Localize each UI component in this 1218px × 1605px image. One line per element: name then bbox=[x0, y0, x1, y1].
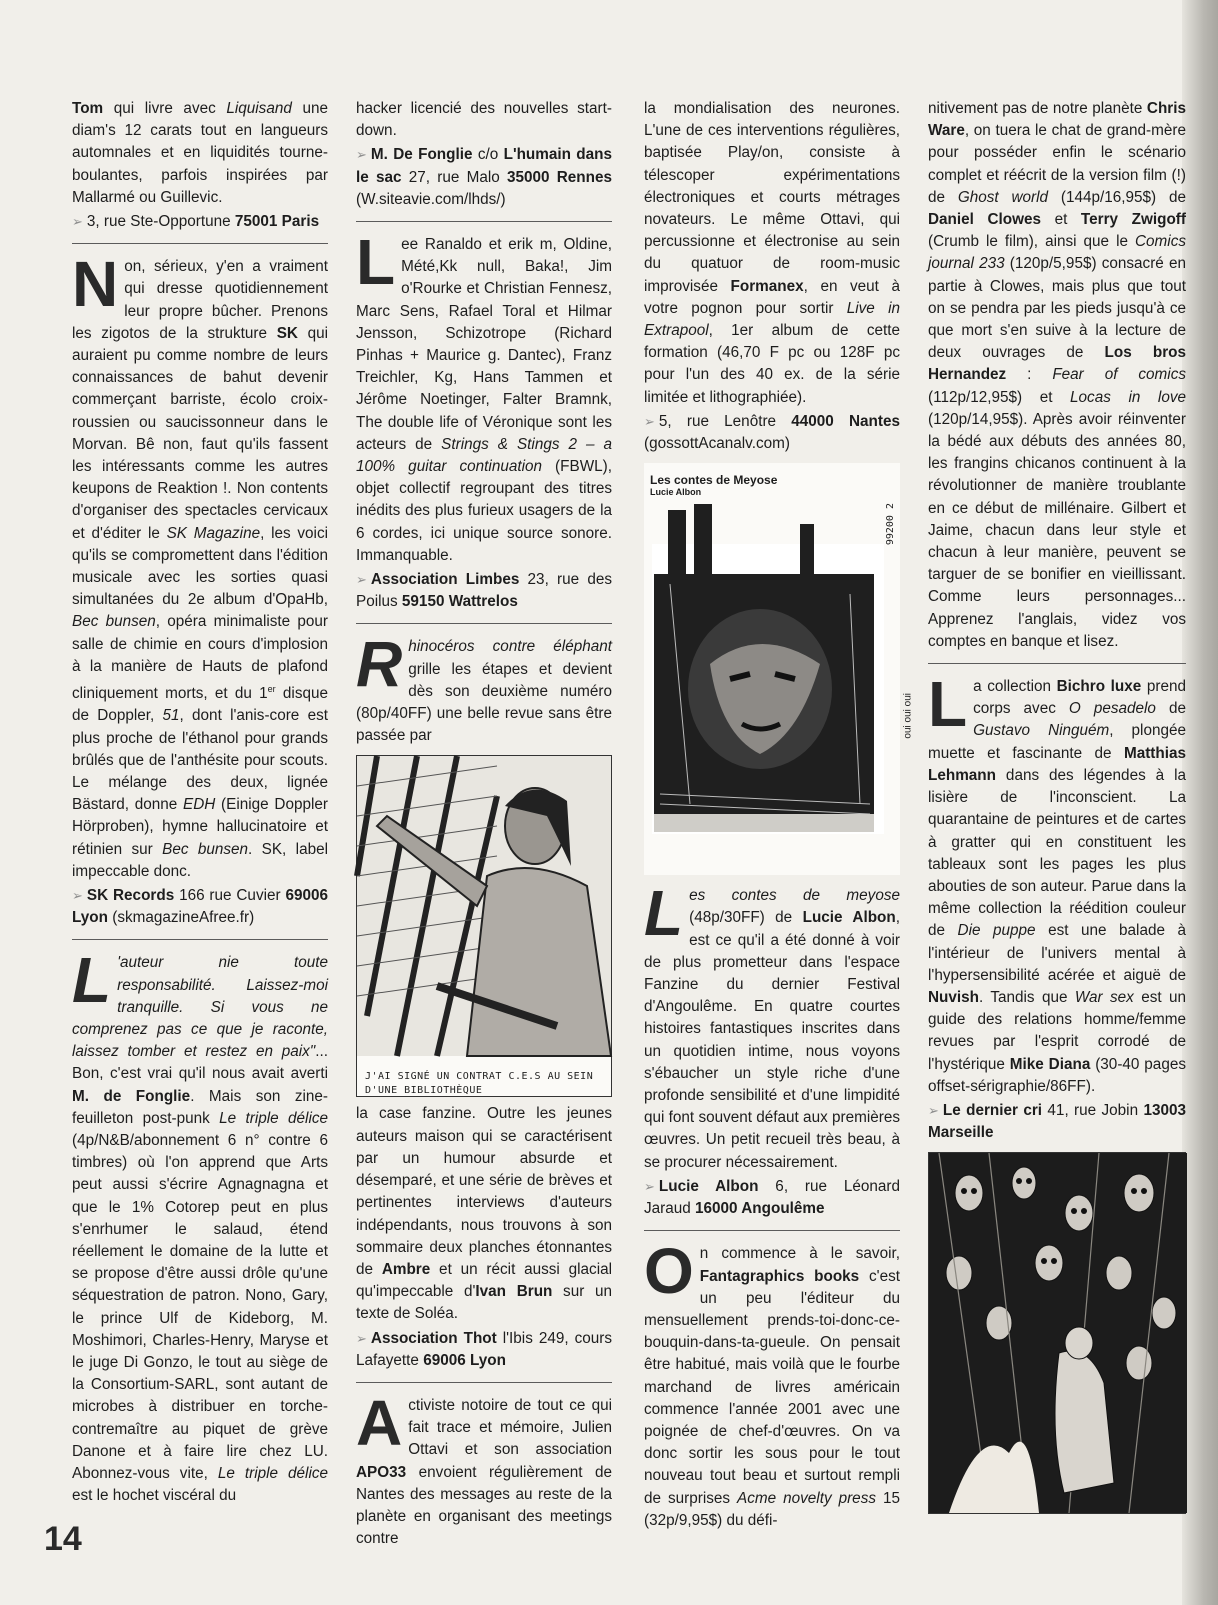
bold-text: Ivan Brun bbox=[475, 1283, 553, 1301]
text: c'est un peu l'éditeur du mensuellement prends-toi-donc-ce-bouquin-dans-ta-gueule. On pensait être habitué, mais voilà que le fourbe marchand de livres américain commence l'année 2001 avec une poignée de chef-d'œuvres. On va donc sortir les sous pour le tout nouveau tout beau et surtout rempli de surprises bbox=[644, 1267, 900, 1507]
skull-illustration bbox=[928, 1152, 1186, 1514]
italic-text: Live in Extrapool bbox=[644, 299, 900, 340]
text: : bbox=[1006, 366, 1053, 384]
bold-text: 35000 Rennes bbox=[506, 168, 613, 186]
text: 15 (32p/9,95$) du défi- bbox=[644, 1489, 900, 1529]
italic-text: Bec bunsen bbox=[72, 613, 156, 631]
cover-code: 99200 2 bbox=[885, 503, 896, 546]
bold-text: 75001 Paris bbox=[234, 213, 320, 231]
divider bbox=[72, 939, 328, 940]
text: 41, rue Jobin bbox=[1042, 1101, 1144, 1119]
bichro-paragraph bbox=[928, 668, 1187, 1098]
apo-paragraph-cont bbox=[644, 98, 900, 409]
text: ctiviste notoire de tout ce qui fait trace et mémoire, Julien Ottavi et son association bbox=[408, 1396, 612, 1459]
text: la case fanzine. Outre les jeunes auteurs maison qui se caractérisent par un humour absurde et désemparé, et une série de brèves et pertinentes interviews d'auteurs indépendants, nous trouvons à son sommaire deux planches étonnantes de bbox=[356, 1105, 612, 1278]
text: (120p/14,95$). Après avoir réinventer la bédé aux débuts des années 80, les frangins chicanos continuent à la révolutionner de manière troublante en ce début de millénaire. Gilbert et Jaime, chacun dans leur style et chacun à leur manière, peuvent se targuer de se bonifier en vieillissant. Comme leurs personnages... Apprenez l'anglais, videz vos comptes en banque et lisez. bbox=[928, 410, 1186, 650]
drop-cap: A bbox=[356, 1386, 403, 1459]
text: 166 rue Cuvier bbox=[174, 887, 286, 904]
text: n commence à le savoir, bbox=[699, 1245, 900, 1263]
text: est un guide des relations homme/femme revues par l'esprit corrodé de l'hystérique bbox=[928, 988, 1186, 1073]
drop-cap: N bbox=[72, 248, 119, 321]
text: disque de Doppler, bbox=[72, 685, 328, 725]
limbes-paragraph bbox=[356, 226, 612, 567]
text: (30-40 pages offset-sérigraphie/86FF). bbox=[928, 1055, 1186, 1095]
address bbox=[644, 411, 900, 455]
arrow-icon: ➢ bbox=[644, 1178, 655, 1194]
text: et bbox=[1041, 211, 1081, 229]
italic-text: Ghost world bbox=[957, 188, 1049, 206]
italic-text: Liquisand bbox=[226, 100, 292, 117]
text: (FBWL), objet collectif regroupant des titres inédits des plus furieux usagers de la 6 cordes, ici unique source sonore. Immanquable. bbox=[356, 458, 612, 564]
text: , est ce qu'il a été donné à voir de plus prometteur dans l'espace Fanzine du dernier Festival d'Angoulême. En quatre courtes histoires fantastiques inscrites dans un quotidien intime, nous voyons s'ébaucher un style riche d'une profonde sensibilité et d'une limpidité qui font souvent défaut aux premières œuvres. Un petit recueil très beau, à se procurer nécessairement. bbox=[644, 909, 900, 1171]
text: prend corps avec bbox=[973, 678, 1186, 718]
text: 5, rue Lenôtre bbox=[658, 412, 792, 430]
text: , plongée muette et fascinante de bbox=[928, 722, 1186, 762]
bold-text: 69006 Lyon bbox=[423, 1351, 506, 1369]
tom-paragraph bbox=[72, 98, 328, 209]
bold-text: 69006 Lyon bbox=[72, 887, 328, 927]
address bbox=[644, 1176, 900, 1220]
italic-text: Locas in love bbox=[1070, 388, 1186, 406]
italic-text: es contes de meyose bbox=[689, 887, 900, 905]
bold-text: Terry Zwigoff bbox=[1080, 211, 1186, 229]
text: ee Ranaldo et erik m, Oldine, Mété,Kk null, Baka!, Jim o'Rourke et Christian Fennesz, Marc Sens, Rafael Toral et Hilmar Jensson, Schizotrope (Richard Pinhas + Maurice g. Dantec), Franz Treichler, Kg, Hans Tammen et Jérôme Noetinger, Falter Bramnk, The double life of Véronique sont les acteurs de bbox=[356, 236, 612, 453]
bold-text: Matthias Lehmann bbox=[928, 744, 1186, 784]
drop-cap: R bbox=[356, 628, 403, 701]
bold-text: Lucie Albon bbox=[658, 1177, 759, 1195]
text: 6, rue Léonard Jaraud bbox=[644, 1177, 900, 1218]
address bbox=[356, 144, 612, 211]
bold-text: APO33 bbox=[356, 1463, 407, 1481]
drop-cap: L bbox=[72, 944, 112, 1017]
divider bbox=[356, 623, 612, 624]
text: (gossottAcanalv.com) bbox=[644, 435, 790, 453]
italic-text: Acme novelty press bbox=[737, 1489, 876, 1507]
page-number: 14 bbox=[44, 1520, 82, 1558]
divider bbox=[356, 221, 612, 222]
column-1 bbox=[72, 98, 328, 1538]
address bbox=[72, 885, 328, 929]
cover-artwork bbox=[650, 504, 886, 834]
column-3 bbox=[644, 98, 914, 1538]
address bbox=[356, 1328, 612, 1372]
text: c/o bbox=[472, 146, 504, 164]
text: (Crumb le film), ainsi que le bbox=[928, 233, 1135, 251]
italic-text: Comics journal 233 bbox=[928, 233, 1186, 273]
bold-text: Ambre bbox=[381, 1260, 431, 1278]
italic-text: 'auteur nie toute responsabilité. Laissez-moi tranquille. Si vous ne comprenez pas ce que je raconte, laissez tomber et restez en paix" bbox=[72, 954, 328, 1061]
text: , les voici qu'ils se compromettent dans l'édition musicale avec les sorties quasi simultanées du 2e album d'OpaHb, bbox=[72, 524, 328, 609]
continued-text: hacker licencié des nouvelles start-down. bbox=[356, 100, 612, 140]
rhino-paragraph-cont bbox=[356, 1103, 612, 1325]
bold-text: Daniel Clowes bbox=[928, 211, 1042, 229]
text: (120p/5,95$) consacré en partie à Clowes, mais plus que tout on se pendra par les pieds jusqu'à ce que mort s'en suive à la lecture de deux ouvrages de bbox=[928, 255, 1186, 362]
sk-paragraph bbox=[72, 248, 329, 883]
bold-text: M. de Fonglie bbox=[72, 1087, 191, 1105]
drop-cap: L bbox=[928, 668, 968, 741]
bold-text: SK bbox=[276, 324, 298, 342]
italic-text: Le triple délice bbox=[219, 1109, 328, 1127]
text: , opéra minimaliste pour salle de chimie en cours d'implosion à la manière de Hauts de plafond cliniquement morts, et du 1 bbox=[72, 613, 329, 703]
text: 27, rue Malo bbox=[401, 168, 507, 186]
divider bbox=[928, 663, 1186, 664]
text: une diam's 12 carats tout en langueurs automnales et en liquidités tourne-boulantes, parfois inspirées par Mallarmé ou Guillevic. bbox=[72, 100, 328, 206]
italic-text: EDH bbox=[183, 796, 216, 814]
text: ... Bon, c'est vrai qu'il nous avait averti bbox=[72, 1043, 328, 1083]
bold-text: 16000 Angoulême bbox=[695, 1200, 825, 1218]
text: qui auraient pu comme nombre de leurs connaissances de bahut devenir commerçant barriste, écolo croix-roussien ou saucissonneur dans le Morvan. Bê non, faut qu'ils fassent les intéressants comme les autres keupons de Reaktion !. Non contents d'organiser des spectacles cervicaux et d'éditer le bbox=[72, 324, 328, 542]
superscript: er bbox=[267, 684, 276, 695]
italic-text: Fear of comics bbox=[1052, 366, 1186, 384]
text: (144p/16,95$) de bbox=[1048, 188, 1186, 206]
address bbox=[928, 1100, 1186, 1144]
drop-cap: L bbox=[644, 877, 684, 950]
caption-line: D'UNE BIBLIOTHÈQUE bbox=[365, 1084, 483, 1096]
bold-text: 44000 Nantes bbox=[791, 412, 901, 430]
text: l'Ibis 249, cours Lafayette bbox=[356, 1329, 613, 1369]
text: 3, rue Ste-Opportune bbox=[86, 213, 235, 231]
text: (112p/12,95$) et bbox=[928, 388, 1071, 406]
bold-text: Le dernier cri bbox=[942, 1101, 1043, 1119]
text: , en veut à votre pognon pour sortir bbox=[644, 277, 901, 317]
italic-text: hinocéros contre éléphant bbox=[408, 638, 612, 656]
bold-text: Chris Ware bbox=[928, 100, 1186, 140]
text: , 1er album de cette formation (46,70 F pc ou 128F pc pour l'un des 40 ex. de la série limitée et lithographiée). bbox=[644, 322, 900, 406]
divider bbox=[72, 243, 328, 244]
arrow-icon: ➢ bbox=[356, 147, 367, 163]
page-edge bbox=[1182, 0, 1218, 1605]
divider bbox=[644, 1230, 900, 1231]
bold-text: Nuvish bbox=[928, 988, 979, 1006]
divider bbox=[356, 1382, 612, 1383]
text: qui livre avec bbox=[103, 100, 227, 117]
bold-text: Los bros Hernandez bbox=[928, 344, 1186, 384]
text: dans des légendes à la lisière de l'inconscient. La quarantaine de peintures et de cartes à gratter qui en constituent les tableaux sont les pages les plus abouties de son auteur. Parue dans la même collection la réédition couleur de bbox=[928, 766, 1186, 940]
bold-text: 59150 Wattrelos bbox=[401, 593, 518, 611]
text: (Einige Doppler Hörproben), hymne hallucinatoire et rétinien sur bbox=[72, 796, 328, 858]
text: . Tandis que bbox=[979, 988, 1075, 1006]
italic-text: SK Magazine bbox=[166, 524, 261, 542]
arrow-icon: ➢ bbox=[72, 888, 83, 903]
bold-text: L'humain dans le sac bbox=[356, 146, 613, 186]
italic-text: Le triple délice bbox=[217, 1465, 328, 1483]
italic-text: Bec bunsen bbox=[162, 840, 249, 858]
text: et un récit aussi glacial qu'impeccable d' bbox=[356, 1260, 612, 1301]
text: de bbox=[1155, 700, 1187, 718]
bold-text: Fantagraphics books bbox=[699, 1267, 860, 1285]
text: nitivement pas de notre planète bbox=[928, 100, 1147, 117]
bold-text: Tom bbox=[72, 100, 104, 117]
italic-text: Die puppe bbox=[957, 922, 1036, 940]
auteur-paragraph bbox=[72, 944, 328, 1507]
rhino-illustration bbox=[356, 755, 612, 1097]
illustration-caption bbox=[365, 1070, 611, 1098]
arrow-icon: ➢ bbox=[356, 1330, 367, 1346]
text: (skmagazineAfree.fr) bbox=[107, 909, 255, 927]
bold-text: Association Thot bbox=[370, 1329, 497, 1347]
italic-text: Strings & Stings 2 – a 100% guitar continuation bbox=[356, 435, 612, 476]
bold-text: Lucie Albon bbox=[802, 909, 896, 927]
rhino-paragraph bbox=[356, 628, 612, 747]
text: . Mais son zine-feuilleton post-punk bbox=[72, 1087, 328, 1127]
address bbox=[72, 211, 328, 233]
text: sur un texte de Soléa. bbox=[356, 1283, 612, 1323]
fanta-paragraph bbox=[644, 1235, 900, 1532]
text: la mondialisation des neurones. L'une de ces interventions régulières, baptisée Play/on, consiste à télescoper expérimentations électroniques et courts métrages novateurs. Le même Ottavi, qui percussionne et électronise au sein du quatuor de room-music improvisée bbox=[644, 100, 900, 295]
cover-side-text: oui oui oui bbox=[903, 693, 914, 739]
bold-text: Mike Diana bbox=[1009, 1055, 1091, 1073]
column-2 bbox=[356, 98, 613, 1548]
text: grille les étapes et devient dès son deuxième numéro (80p/40FF) une belle revue sans être passée par bbox=[356, 660, 612, 745]
bold-text: M. De Fonglie bbox=[370, 146, 473, 164]
italic-text: Gustavo Ninguém bbox=[973, 722, 1110, 740]
cover-author: Lucie Albon bbox=[650, 487, 702, 498]
apo-paragraph bbox=[356, 1386, 612, 1550]
bold-text: Bichro luxe bbox=[1056, 678, 1142, 696]
bold-text: SK Records bbox=[86, 887, 175, 904]
bold-text: Formanex bbox=[730, 277, 804, 295]
text: envoient régulièrement de Nantes des messages au reste de la planète en organisant des meetings contre bbox=[356, 1463, 612, 1548]
book-cover bbox=[644, 463, 914, 875]
comic-drawing bbox=[357, 756, 611, 1056]
text: (4p/N&B/abonnement 6 n° contre 6 timbres) où l'on apprend que Arts peut aussi s'écrire Agnagnagna et que le 1% Cotorep peut en plus s'enrhumer le salaud, étend réellement le domaine de la lutte et se propose d'être aussi drôle qu'une séquestration de patron. Nono, Gary, le prince Ulf de Kideborg, M. Moshimori, Charles-Henry, Maryse et le juge Di Gonzo, le tout au siège de la Consortium-SARL, sont autant de microbes à distribuer en torche-contremaître au piquet de grève Danone et à faire lire chez LU. Abonnez-vous vite, bbox=[72, 1132, 328, 1483]
fanta-paragraph-cont bbox=[928, 98, 1186, 653]
arrow-icon: ➢ bbox=[356, 572, 367, 588]
arrow-icon: ➢ bbox=[72, 214, 83, 230]
engraving-artwork bbox=[929, 1153, 1187, 1513]
text: (W.siteavie.com/lhds/) bbox=[356, 190, 506, 208]
text: (48p/30FF) de bbox=[689, 909, 803, 927]
text: 23, rue des Poilus bbox=[356, 571, 612, 611]
column-4 bbox=[928, 98, 1186, 1538]
text: . SK, label impeccable donc. bbox=[72, 840, 328, 880]
italic-text: War sex bbox=[1074, 988, 1134, 1006]
text: , on tuera le chat de grand-mère pour posséder enfin le scénario complet et réécrit de la version film (!) de bbox=[928, 122, 1186, 206]
address bbox=[356, 569, 612, 613]
bold-text: Association Limbes bbox=[370, 571, 520, 589]
drop-cap: L bbox=[356, 226, 396, 299]
drop-cap: O bbox=[644, 1235, 694, 1308]
text: on, sérieux, y'en a vraiment qui dresse quotidiennement leur propre bûcher. Prenons les zigotos de la strukture bbox=[72, 258, 328, 342]
cover-title: Les contes de Meyose bbox=[650, 473, 778, 488]
text: a collection bbox=[973, 678, 1057, 696]
caption-line: J'AI SIGNÉ UN CONTRAT C.E.S AU SEIN bbox=[365, 1070, 594, 1082]
arrow-icon: ➢ bbox=[644, 413, 655, 429]
text: est une balade à l'intérieur de l'univers mental à l'hypersensibilité acérée et aiguë de bbox=[928, 922, 1187, 984]
italic-text: 51 bbox=[162, 707, 180, 725]
text: est le hochet viscéral du bbox=[72, 1487, 237, 1505]
bold-text: 13003 Marseille bbox=[928, 1101, 1186, 1142]
meyose-paragraph bbox=[644, 877, 900, 1174]
text: , dont l'anis-core est plus proche de l'éthanol pour grands brûlés que de l'anthésite pour scouts. Le mélange des deux, lignée Bästard, donne bbox=[72, 707, 328, 814]
arrow-icon: ➢ bbox=[928, 1102, 939, 1118]
italic-text: O pesadelo bbox=[1068, 700, 1156, 718]
